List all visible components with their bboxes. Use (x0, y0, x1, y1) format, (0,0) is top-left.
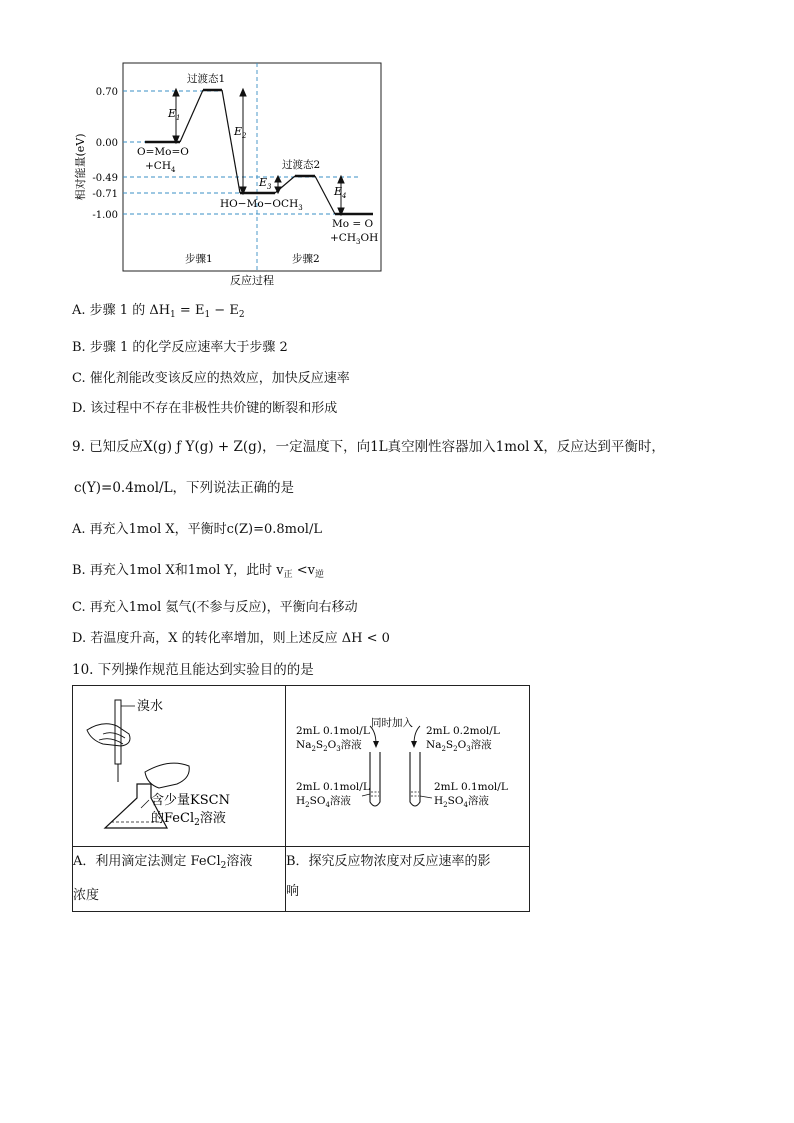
q9-option-c: C. 再充入1mol 氦气(不参与反应)，平衡向右移动 (72, 600, 358, 615)
ytick-049: -0.49 (92, 173, 118, 184)
q10-stem: 10. 下列操作规范且能达到实验目的的是 (72, 662, 314, 678)
caption-a: A．利用滴定法测定 FeCl$_2$溶液 浓度 (73, 847, 286, 912)
hand-left (87, 724, 130, 746)
label-simultaneous: 同时加入 (371, 717, 413, 729)
label-intermediate: $HO-Mo-OCH_3$ (220, 198, 303, 212)
label-e4: $E_4$ (334, 185, 347, 200)
q9-option-a: A. 再充入1mol X，平衡时c(Z)=0.8mol/L (72, 522, 322, 537)
ytick-100: -1.00 (92, 210, 118, 221)
label-ts1: 过渡态1 (187, 73, 226, 85)
label-tr-1: 2mL 0.2mol/L (426, 725, 500, 737)
q9-option-d: D. 若温度升高，X 的转化率增加，则上述反应 ΔH < 0 (72, 631, 390, 646)
x-axis-label: 反应过程 (230, 274, 274, 287)
label-bl-1: 2mL 0.1mol/L (296, 781, 370, 793)
energy-diagram (60, 55, 400, 290)
q9-option-b: B. 再充入1mol X和1mol Y，此时 $v_正 <v_逆$ (72, 563, 324, 580)
figure-cell-b (286, 686, 530, 847)
test-tube-left (370, 752, 380, 806)
caption-b: B．探究反应物浓度对反应速率的影 响 (286, 847, 530, 912)
ytick-071: -0.71 (92, 189, 118, 200)
label-br-1: 2mL 0.1mol/L (434, 781, 508, 793)
label-product-1: Mo = O (332, 218, 374, 230)
label-e2: $E_2$ (234, 125, 247, 140)
q9-stem-line2: c(Y)=0.4mol/L，下列说法正确的是 (74, 480, 295, 496)
label-e1: $E_1$ (168, 107, 181, 122)
label-ts2: 过渡态2 (282, 159, 321, 171)
label-step2: 步骤2 (292, 253, 320, 265)
path-up-1 (180, 90, 203, 142)
label-e3: $E_3$ (259, 176, 272, 191)
test-tube-right (410, 752, 420, 806)
label-reactant-2: $+CH_4$ (145, 160, 176, 174)
hand-right (145, 763, 189, 788)
y-axis-label: 相对能量(eV) (74, 133, 87, 201)
experiment-table (72, 685, 530, 912)
q8-option-b: B. 步骤 1 的化学反应速率大于步骤 2 (72, 340, 288, 355)
titration-figure (73, 686, 285, 842)
label-reactant-1: O=Mo=O (137, 146, 189, 158)
reagent-label: 溴水 (137, 699, 164, 714)
rate-experiment-figure (286, 686, 529, 842)
figure-cell-a (73, 686, 286, 847)
ytick-000: 0.00 (95, 138, 118, 149)
q8-option-d: D. 该过程中不存在非极性共价键的断裂和形成 (72, 401, 338, 416)
q8-option-c: C. 催化剂能改变该反应的热效应，加快反应速率 (72, 371, 350, 386)
flask-label-1: 含少量KSCN (151, 793, 230, 808)
q8-option-a: A. 步骤 1 的 $\Delta H_1 = E_1 - E_2$ (72, 303, 245, 320)
label-br-2: $H_2SO_4$溶液 (434, 795, 489, 809)
label-tl-1: 2mL 0.1mol/L (296, 725, 370, 737)
label-step1: 步骤1 (185, 253, 213, 265)
flask-label-2: 的FeCl$_2$溶液 (151, 811, 226, 828)
q9-stem-line1: 9. 已知反应X(g) ƒ Y(g) + Z(g)，一定温度下，向1L真空刚性容器加入1mol X，反应达到平衡时， (72, 439, 665, 455)
label-tr-2: $Na_2S_2O_3$溶液 (426, 739, 492, 753)
ytick-070: 0.70 (95, 87, 118, 98)
label-bl-2: $H_2SO_4$溶液 (296, 795, 351, 809)
label-tl-2: $Na_2S_2O_3$溶液 (296, 739, 362, 753)
label-product-2: $+CH_3OH$ (330, 232, 379, 246)
path-down-2 (315, 176, 335, 214)
path-down-1 (222, 90, 240, 193)
